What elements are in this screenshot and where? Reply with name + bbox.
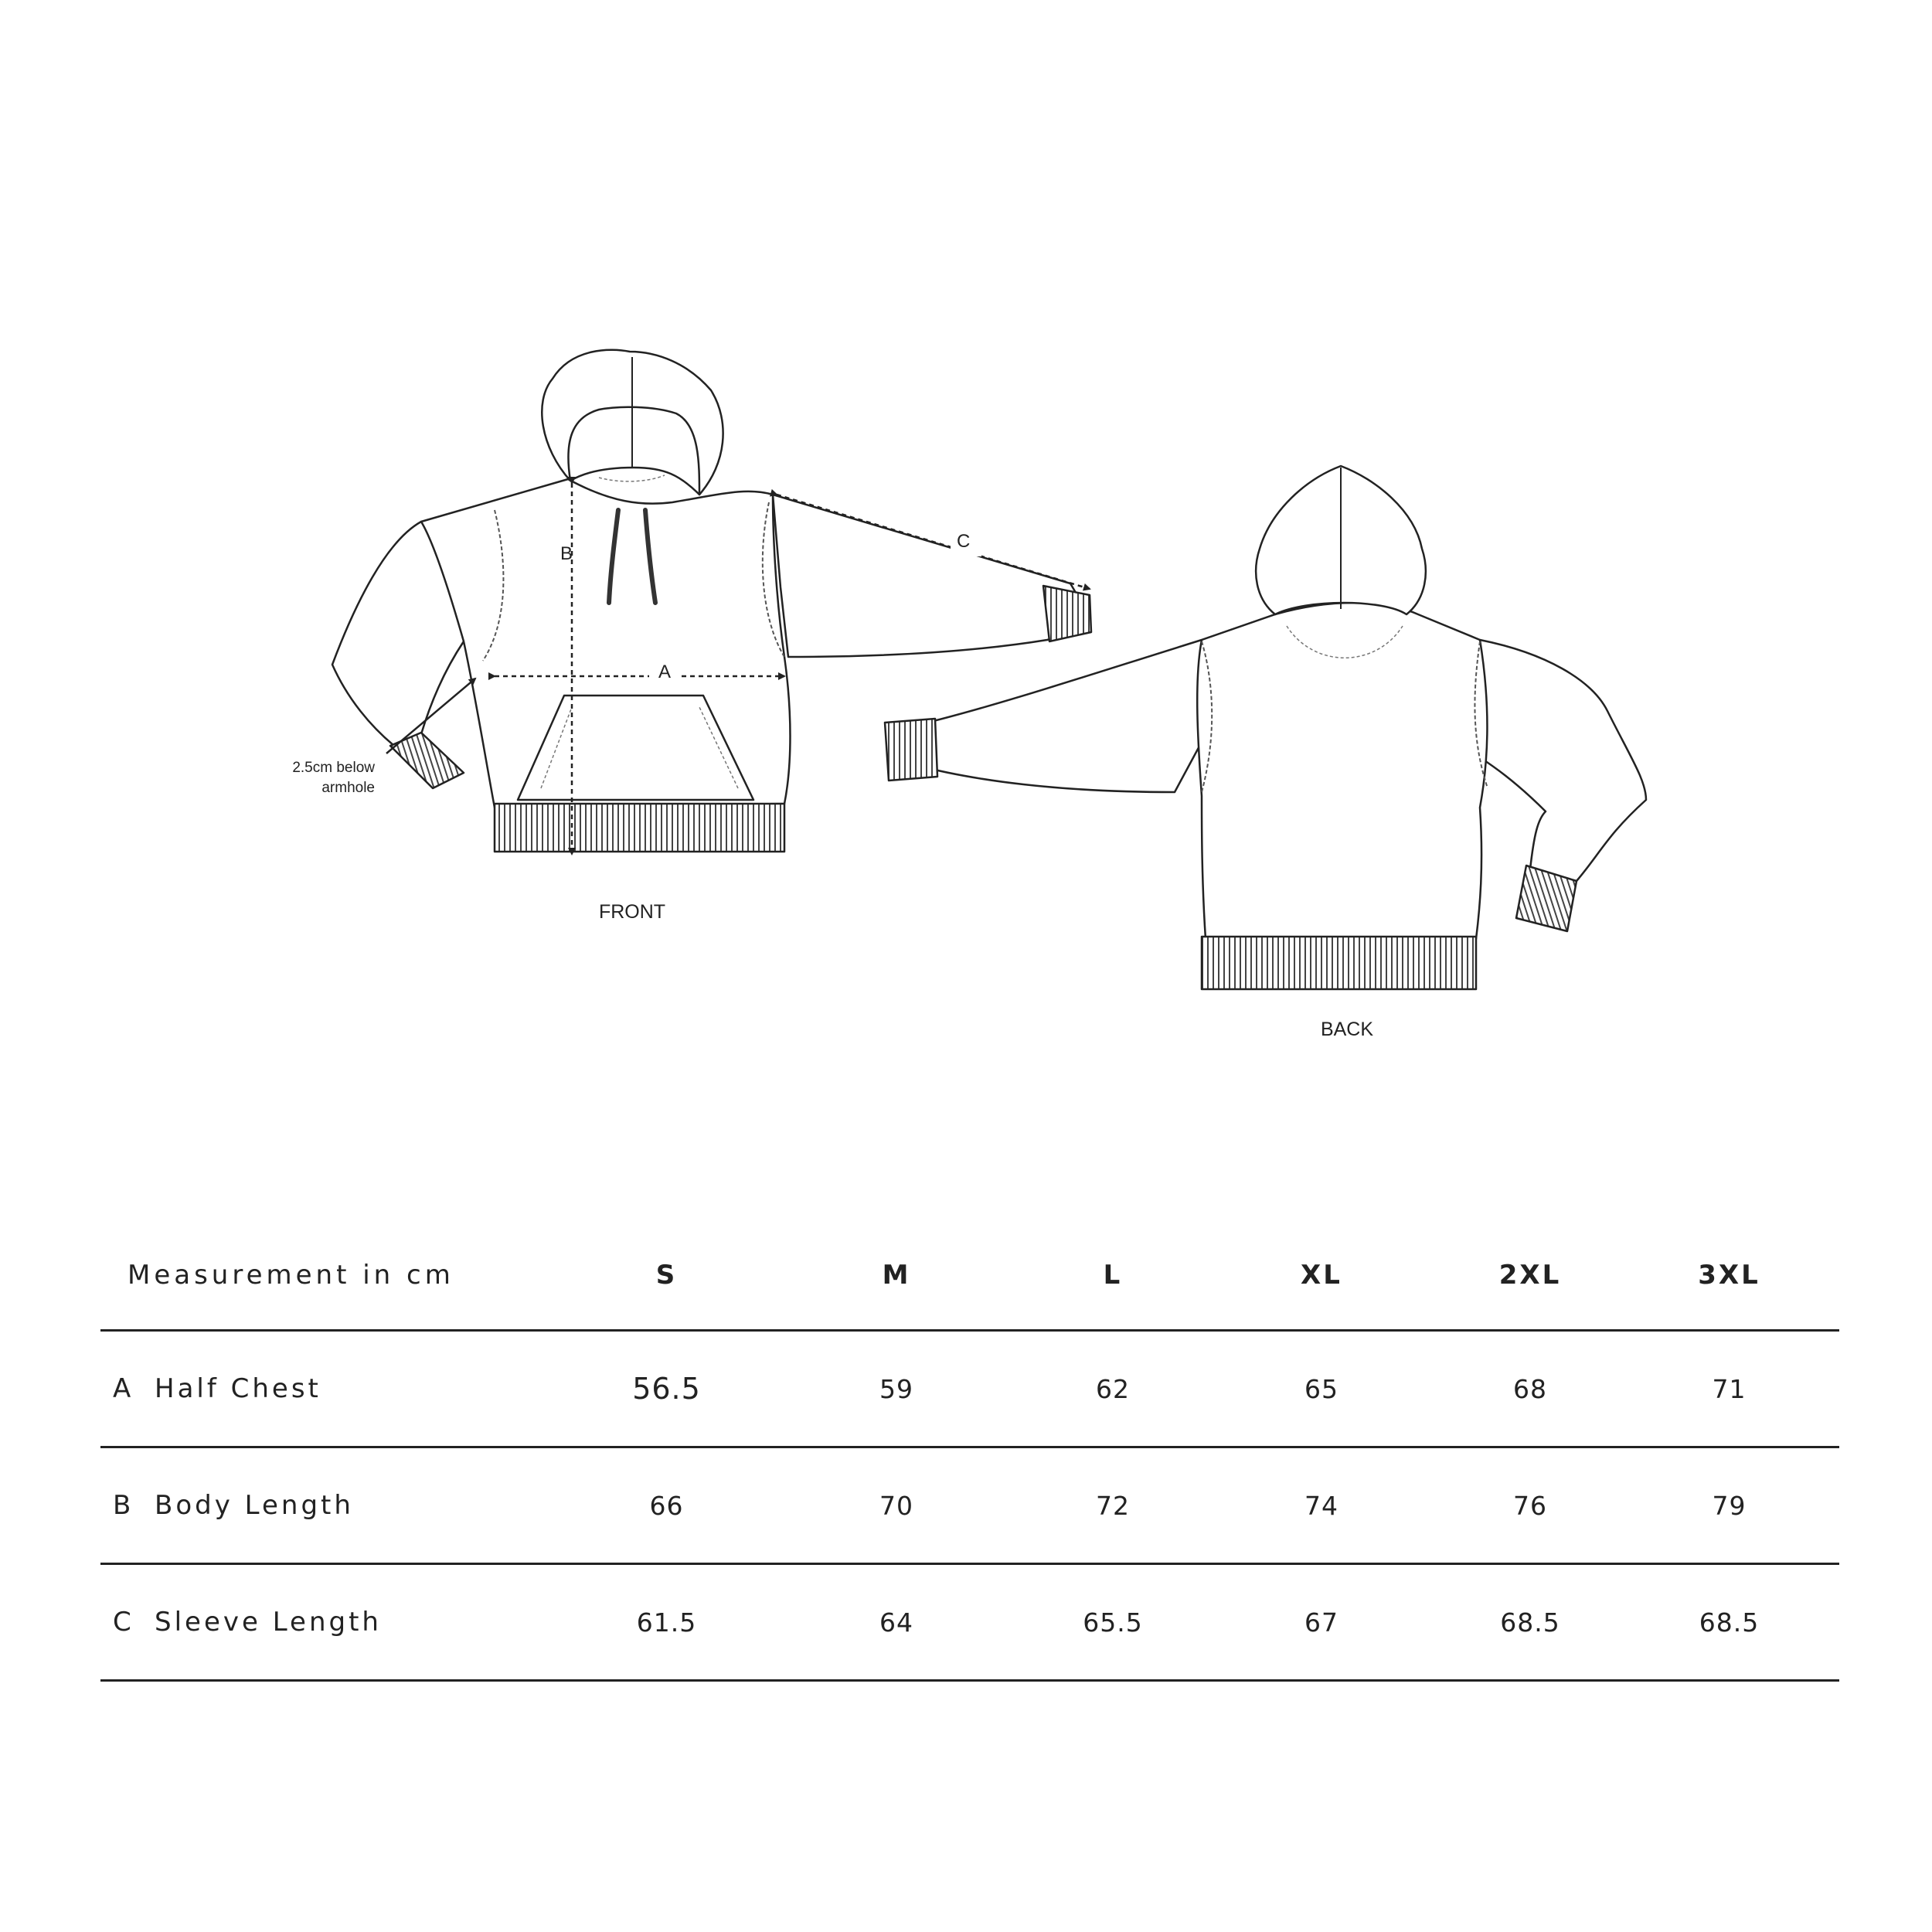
marker-c: C (957, 531, 971, 552)
back-hoodie (885, 466, 1646, 989)
front-waistband (495, 804, 784, 852)
table-cell: 74 (1304, 1490, 1338, 1521)
table-cell: 64 (879, 1607, 913, 1638)
row-label: Body Length (155, 1490, 354, 1521)
table-cell: 59 (879, 1373, 913, 1404)
table-cell: 72 (1096, 1490, 1130, 1521)
row-letter: B (113, 1490, 134, 1521)
size-chart-table (100, 1221, 1839, 1682)
table-cell: 61.5 (636, 1607, 697, 1638)
back-body (1197, 603, 1487, 939)
front-right-cuff (1043, 586, 1091, 641)
table-cell: 68.5 (1500, 1607, 1560, 1638)
table-cell: 62 (1096, 1373, 1130, 1404)
table-row-body-length (100, 1446, 1839, 1563)
table-row-half-chest (100, 1329, 1839, 1446)
row-label: Half Chest (155, 1373, 321, 1404)
table-cell: 56.5 (632, 1372, 701, 1406)
table-cell: 71 (1712, 1373, 1747, 1404)
size-3xl: 3XL (1698, 1260, 1760, 1291)
marker-b: B (560, 543, 573, 564)
front-label: FRONT (598, 901, 666, 923)
table-cell: 67 (1304, 1607, 1338, 1638)
armhole-note-line1: 2.5cm below (292, 760, 375, 776)
table-cell: 65 (1304, 1373, 1338, 1404)
size-l: L (1103, 1260, 1123, 1291)
table-cell: 68.5 (1699, 1607, 1760, 1638)
size-xl: XL (1301, 1260, 1342, 1291)
table-cell: 70 (879, 1490, 913, 1521)
table-cell: 65.5 (1083, 1607, 1143, 1638)
measurement-title: Measurement in cm (128, 1260, 454, 1291)
row-letter: C (113, 1607, 134, 1638)
back-label: BACK (1320, 1019, 1374, 1040)
marker-a: A (658, 662, 672, 682)
size-2xl: 2XL (1498, 1260, 1562, 1291)
table-cell: 66 (649, 1490, 684, 1521)
back-right-sleeve (1480, 640, 1646, 881)
table-row-sleeve-length (100, 1563, 1839, 1682)
table-cell: 79 (1712, 1490, 1747, 1521)
front-right-sleeve (773, 495, 1090, 657)
size-chart-header (100, 1221, 1839, 1329)
row-letter: A (113, 1373, 134, 1404)
back-waistband (1202, 937, 1476, 989)
table-cell: 76 (1513, 1490, 1547, 1521)
row-label: Sleeve Length (155, 1607, 382, 1638)
armhole-note-line2: armhole (321, 780, 375, 796)
size-s: S (655, 1260, 678, 1291)
table-cell: 68 (1513, 1373, 1547, 1404)
size-m: M (882, 1260, 911, 1291)
back-left-cuff (885, 719, 937, 781)
